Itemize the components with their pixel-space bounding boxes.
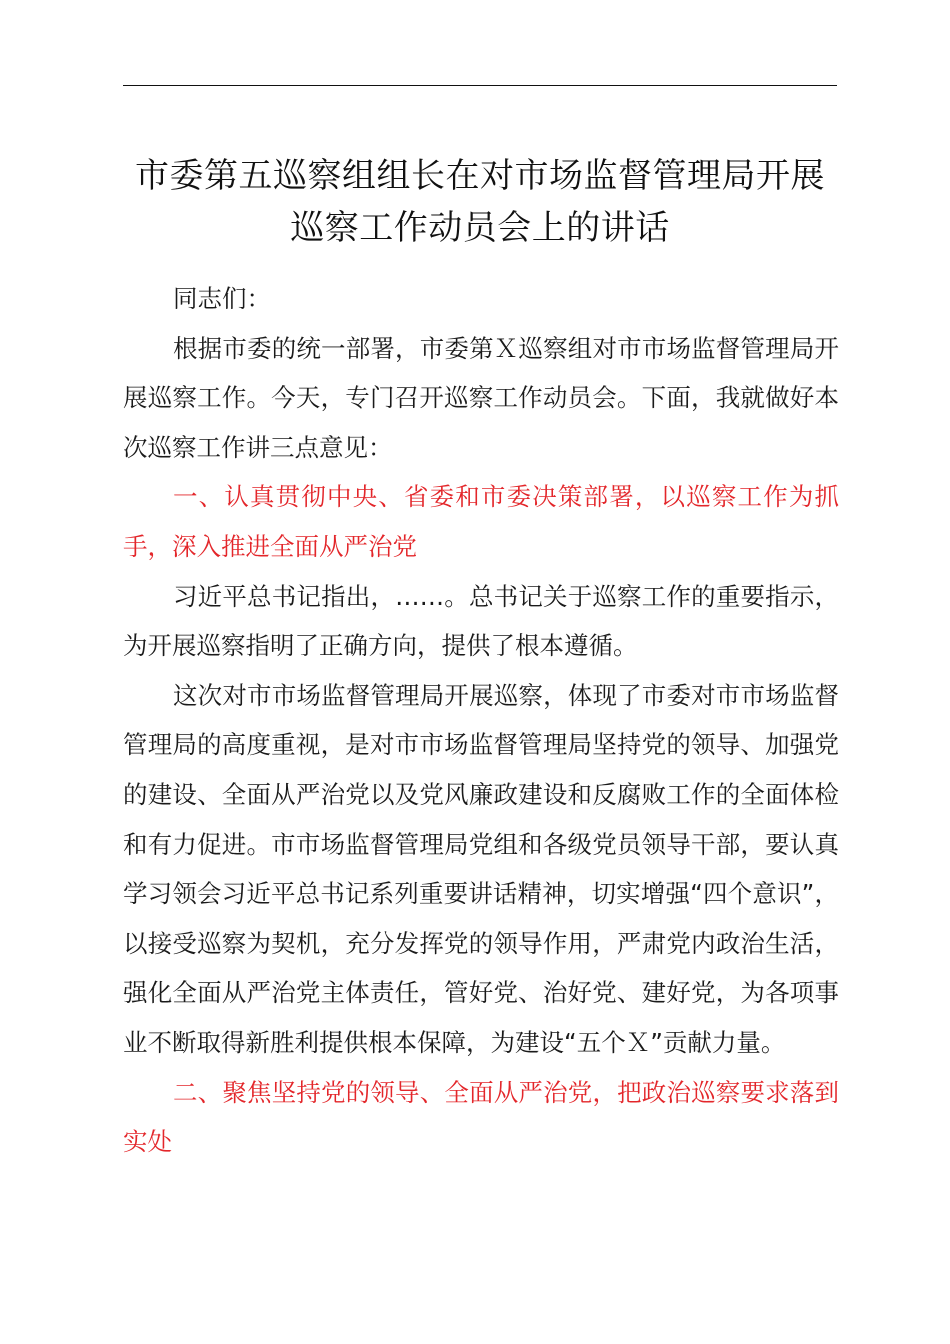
title-line-2: 巡察工作动员会上的讲话 [290,208,670,248]
document-title [100,150,860,254]
top-rule-divider [123,85,837,86]
document-body [123,274,839,1167]
intro-paragraph: 根据市委的统一部署，市委第Ｘ巡察组对市市场监督管理局开展巡察工作。今天，专门召开巡察工作动员会。下面，我就做好本次巡察工作讲三点意见： [123,333,839,462]
section-1-paragraph-2: 这次对市市场监督管理局开展巡察，体现了市委对市市场监督管理局的高度重视，是对市市场监督管理局坚持党的领导、加强党的建设、全面从严治党以及党风廉政建设和反腐败工作的全面体检和有力促进。市市场监督管理局党组和各级党员领导干部，要认真学习领会习近平总书记系列重要讲话精神，切实增强“四个意识”，以接受巡察为契机，充分发挥党的领导作用，严肃党内政治生活，强化全面从严治党主体责任，管好党、治好党、建好党，为各项事业不断取得新胜利提供根本保障，为建设“五个Ｘ”贡献力量。 [123,680,839,1057]
section-1-heading: 一、认真贯彻中央、省委和市委决策部署，以巡察工作为抓手，深入推进全面从严治党 [123,482,839,561]
salutation: 同志们： [173,284,271,313]
section-1-paragraph-1: 习近平总书记指出，……。总书记关于巡察工作的重要指示，为开展巡察指明了正确方向，提供了根本遵循。 [123,581,839,661]
section-2-heading: 二、聚焦坚持党的领导、全面从严治党，把政治巡察要求落到实处 [123,1077,839,1157]
title-line-1: 市委第五巡察组组长在对市场监督管理局开展 [135,156,825,196]
